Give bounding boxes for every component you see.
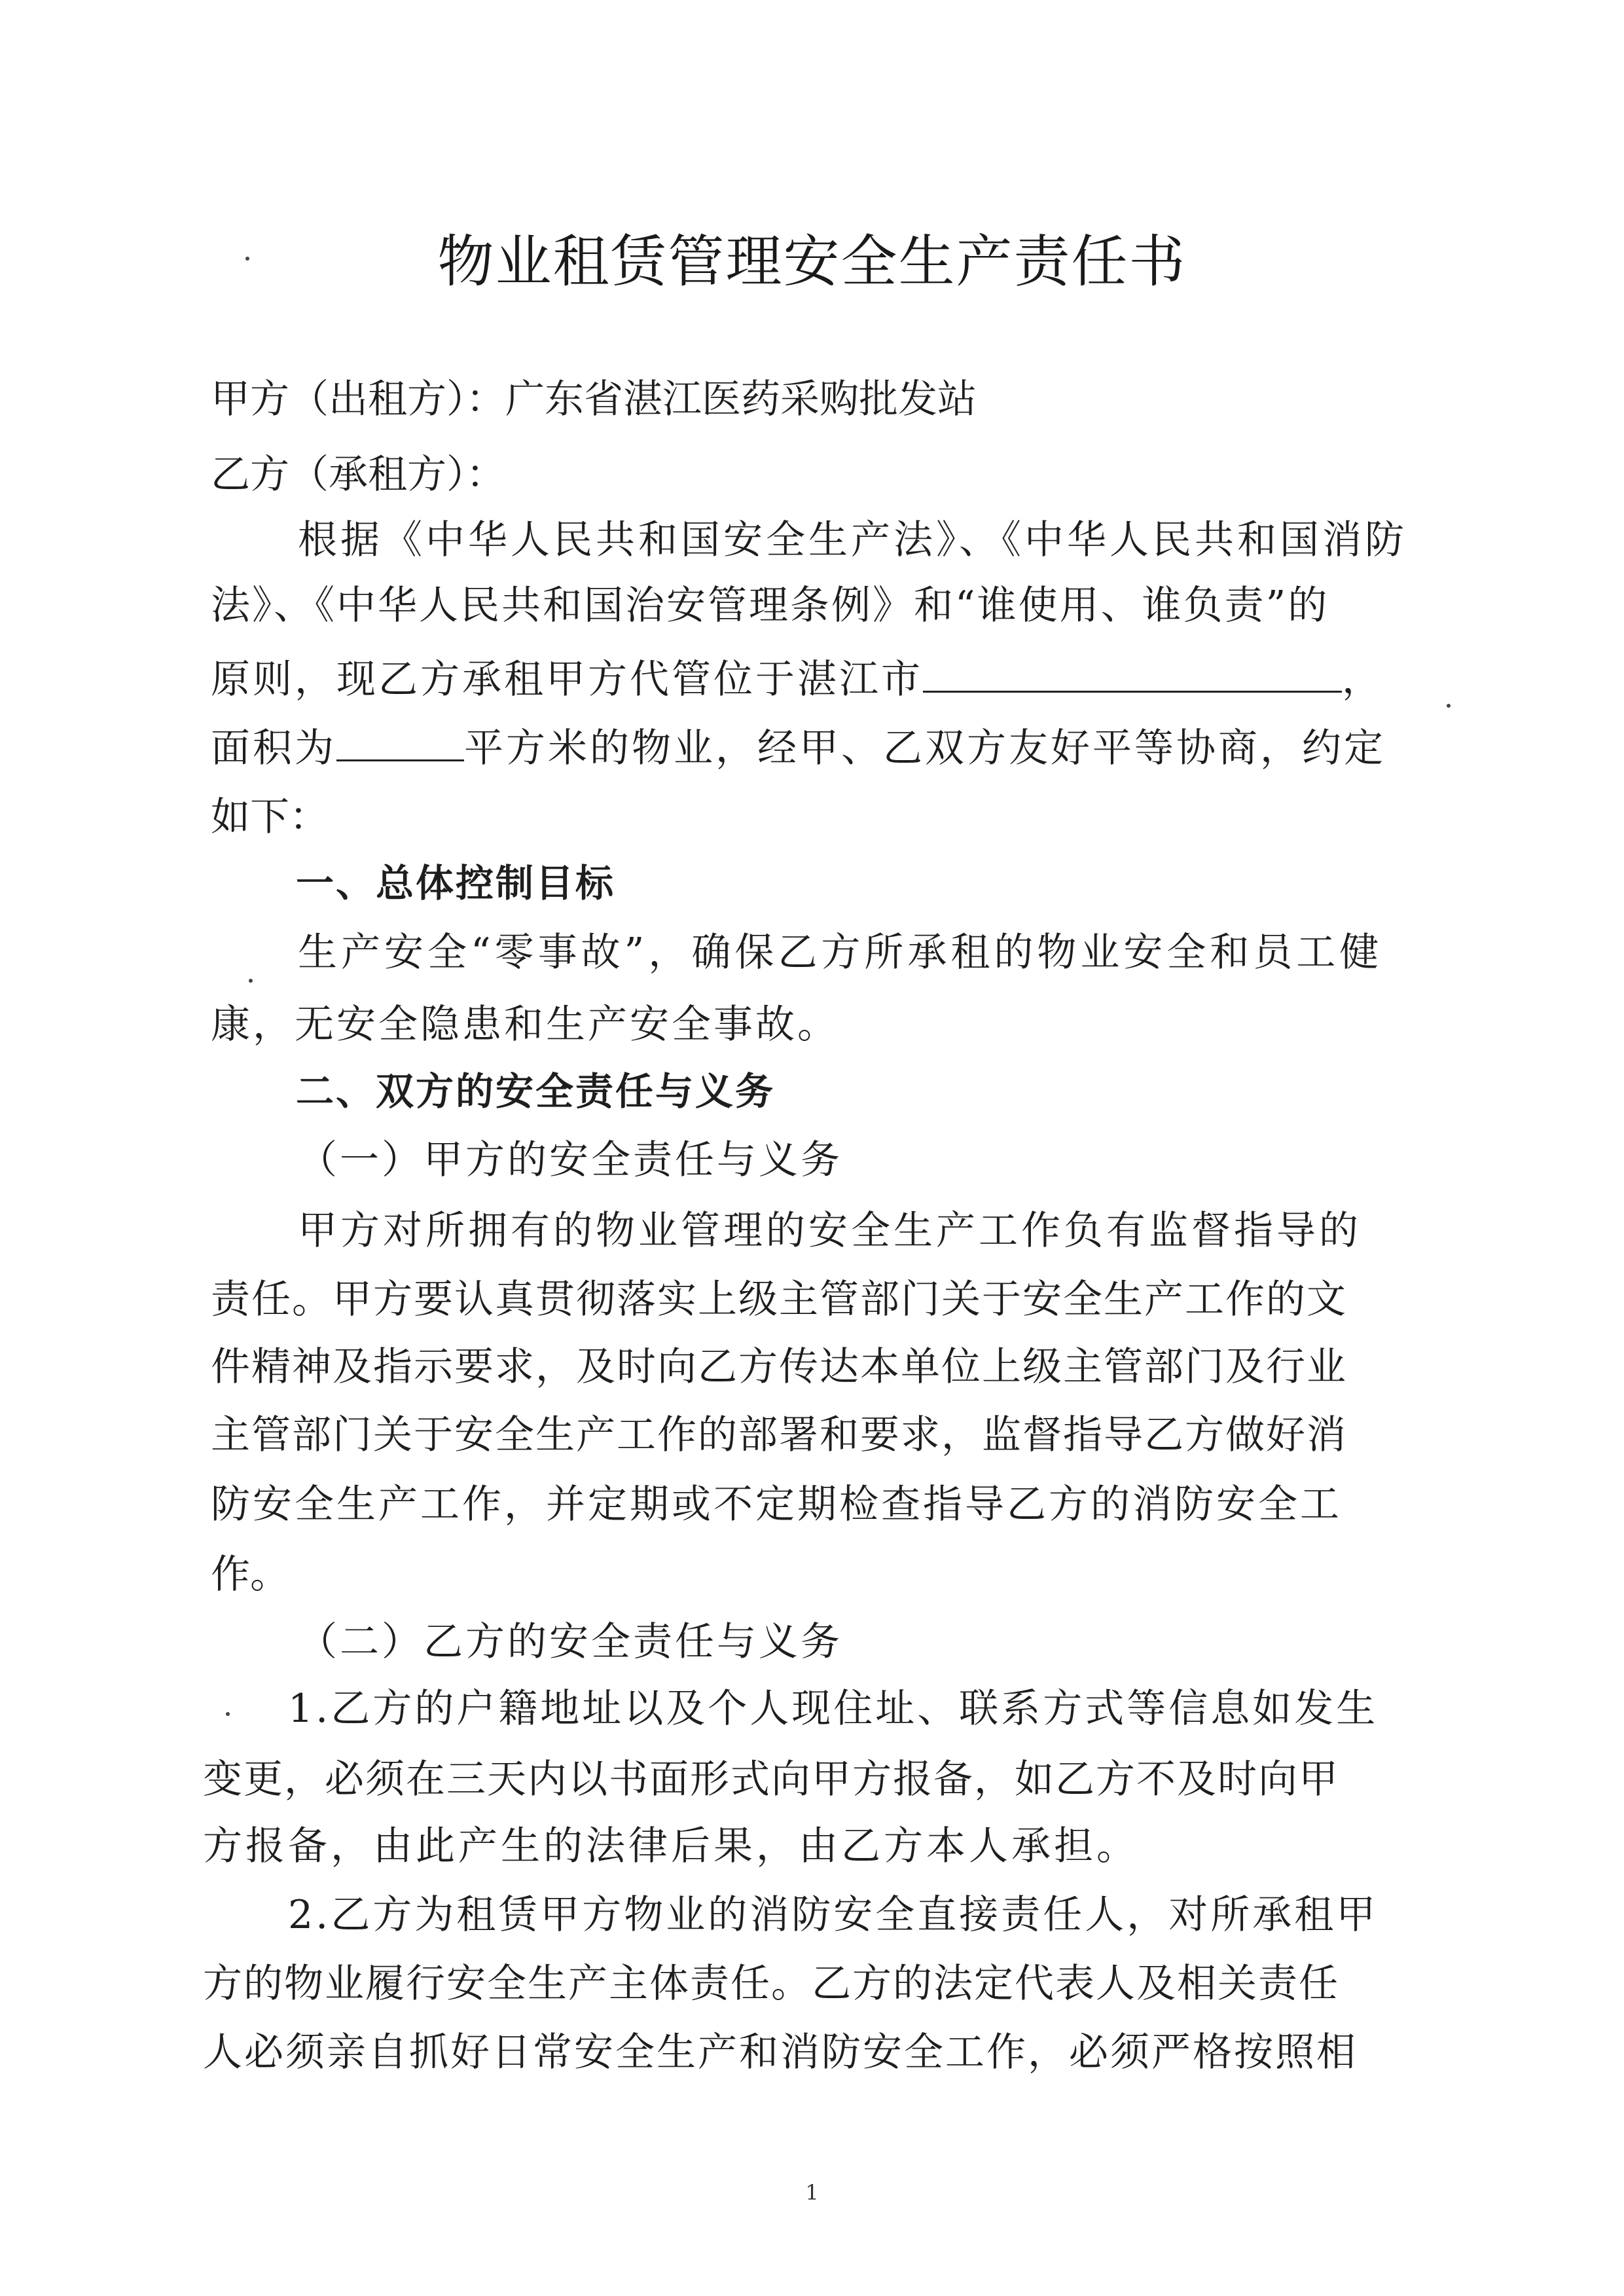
location-blank xyxy=(923,657,1342,693)
preamble-area-suffix: 平方米的物业，经甲、乙双方友好平等协商，约定 xyxy=(464,725,1386,771)
sub-2-item-2-line-3: 人必须亲自抓好日常安全生产和消防安全工作，必须严格按照相 xyxy=(203,2030,1358,2075)
preamble-area-prefix: 面积为 xyxy=(211,725,336,771)
sub-1-line-5: 防安全生产工作，并定期或不定期检查指导乙方的消防安全工 xyxy=(211,1482,1342,1527)
scan-speck xyxy=(226,1712,230,1716)
party-b-label: 乙方（承租方）： xyxy=(211,452,505,498)
page-number: 1 xyxy=(805,2180,819,2205)
section-1-line-2: 康，无安全隐患和生产安全事故。 xyxy=(211,1002,839,1048)
preamble-line-5: 如下： xyxy=(211,794,329,840)
preamble-location-prefix: 原则，现乙方承租甲方代管位于湛江市 xyxy=(211,657,923,702)
preamble-line-4 xyxy=(211,725,1386,771)
sub-2-item-2-line-2: 方的物业履行安全生产主体责任。乙方的法定代表人及相关责任 xyxy=(203,1961,1339,2007)
section-2-sub-1-heading: （一）甲方的安全责任与义务 xyxy=(298,1137,842,1183)
preamble-location-suffix: ， xyxy=(1342,657,1384,702)
section-1-line-1: 生产安全“零事故”，确保乙方所承租的物业安全和员工健 xyxy=(298,930,1383,975)
scan-speck xyxy=(1447,704,1451,708)
sub-1-line-6: 作。 xyxy=(211,1552,289,1597)
sub-1-line-4: 主管部门关于安全生产工作的部署和要求，监督指导乙方做好消 xyxy=(211,1412,1347,1458)
preamble-line-2: 法》、《中华人民共和国治安管理条例》和“谁使用、谁负责”的 xyxy=(211,583,1329,629)
party-a-line xyxy=(211,376,977,422)
scan-speck xyxy=(249,979,253,983)
preamble-line-3 xyxy=(211,657,1384,702)
sub-1-line-1: 甲方对所拥有的物业管理的安全生产工作负有监督指导的 xyxy=(298,1208,1362,1254)
section-2-sub-2-heading: （二）乙方的安全责任与义务 xyxy=(298,1619,842,1665)
sub-1-line-2: 责任。甲方要认真贯彻落实上级主管部门关于安全生产工作的文 xyxy=(211,1277,1347,1322)
party-b-line xyxy=(211,452,505,498)
sub-1-line-3: 件精神及指示要求，及时向乙方传达本单位上级主管部门及行业 xyxy=(211,1344,1347,1390)
scan-speck xyxy=(245,257,249,261)
sub-2-item-1-line-2: 变更，必须在三天内以书面形式向甲方报备，如乙方不及时向甲 xyxy=(203,1757,1339,1802)
preamble-line-1: 根据《中华人民共和国安全生产法》、《中华人民共和国消防 xyxy=(298,517,1407,563)
section-1-heading: 一、总体控制目标 xyxy=(296,861,616,905)
party-a-label: 甲方（出租方）： xyxy=(211,376,505,422)
area-blank xyxy=(336,725,464,761)
party-a-name: 广东省湛江医药采购批发站 xyxy=(505,376,977,422)
sub-2-item-1-line-3: 方报备，由此产生的法律后果，由乙方本人承担。 xyxy=(203,1823,1139,1869)
section-2-heading: 二、双方的安全责任与义务 xyxy=(296,1069,776,1114)
sub-2-item-1-line-1: 1.乙方的户籍地址以及个人现住址、联系方式等信息如发生 xyxy=(288,1686,1379,1732)
document-title: 物业租赁管理安全生产责任书 xyxy=(437,229,1187,295)
sub-2-item-2-line-1: 2.乙方为租赁甲方物业的消防安全直接责任人，对所承租甲 xyxy=(288,1892,1379,1938)
